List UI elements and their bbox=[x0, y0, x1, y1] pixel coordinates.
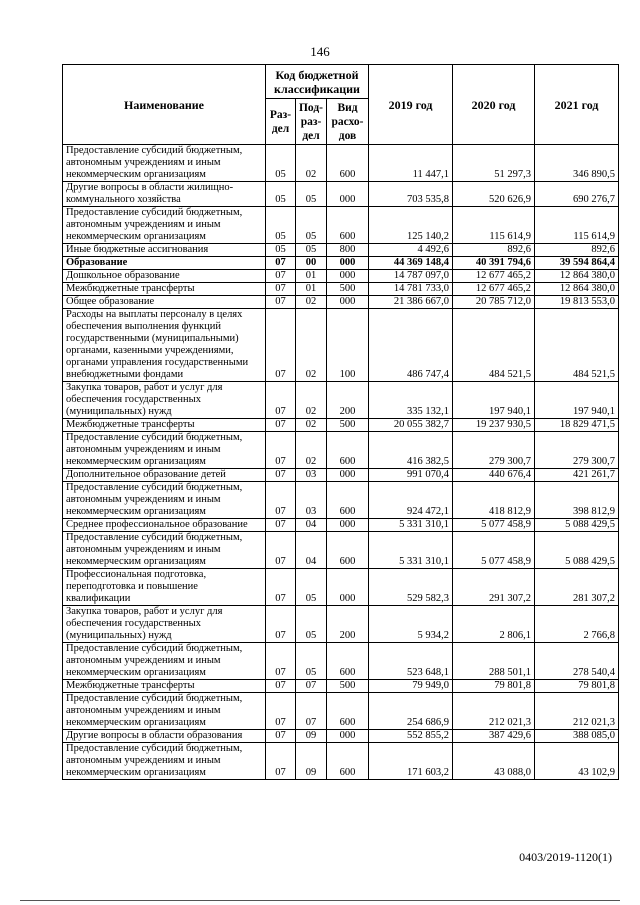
cell-2020: 12 677 465,2 bbox=[453, 283, 535, 296]
cell-section: 07 bbox=[266, 469, 296, 482]
cell-2020: 79 801,8 bbox=[453, 680, 535, 693]
cell-name: Предоставление субсидий бюджетным, автономным учреждениям и иным некоммерческим организациям bbox=[63, 693, 266, 730]
cell-2021: 5 088 429,5 bbox=[535, 519, 619, 532]
cell-2020: 892,6 bbox=[453, 244, 535, 257]
cell-2020: 197 940,1 bbox=[453, 382, 535, 419]
cell-name: Предоставление субсидий бюджетным, автономным учреждениям и иным некоммерческим организациям bbox=[63, 432, 266, 469]
table-row bbox=[63, 257, 619, 270]
cell-2019: 14 787 097,0 bbox=[369, 270, 453, 283]
cell-subsection: 02 bbox=[296, 296, 327, 309]
table-row bbox=[63, 244, 619, 257]
table-row bbox=[63, 569, 619, 606]
cell-section: 07 bbox=[266, 519, 296, 532]
cell-2020: 288 501,1 bbox=[453, 643, 535, 680]
cell-expense-type: 600 bbox=[327, 432, 369, 469]
cell-expense-type: 600 bbox=[327, 482, 369, 519]
table-row bbox=[63, 680, 619, 693]
cell-expense-type: 600 bbox=[327, 532, 369, 569]
cell-section: 07 bbox=[266, 680, 296, 693]
cell-name: Предоставление субсидий бюджетным, автономным учреждениям и иным некоммерческим организациям bbox=[63, 532, 266, 569]
cell-section: 07 bbox=[266, 606, 296, 643]
cell-2021: 398 812,9 bbox=[535, 482, 619, 519]
table-row bbox=[63, 606, 619, 643]
cell-expense-type: 000 bbox=[327, 569, 369, 606]
cell-2021: 79 801,8 bbox=[535, 680, 619, 693]
cell-2020: 43 088,0 bbox=[453, 743, 535, 780]
cell-2019: 125 140,2 bbox=[369, 207, 453, 244]
page-bottom-rule bbox=[20, 900, 620, 901]
cell-2020: 5 077 458,9 bbox=[453, 519, 535, 532]
cell-2021: 5 088 429,5 bbox=[535, 532, 619, 569]
cell-subsection: 07 bbox=[296, 680, 327, 693]
cell-subsection: 04 bbox=[296, 519, 327, 532]
cell-name: Дополнительное образование детей bbox=[63, 469, 266, 482]
cell-2021: 278 540,4 bbox=[535, 643, 619, 680]
table-row bbox=[63, 743, 619, 780]
cell-section: 07 bbox=[266, 270, 296, 283]
table-row bbox=[63, 519, 619, 532]
cell-2021: 12 864 380,0 bbox=[535, 283, 619, 296]
cell-2020: 2 806,1 bbox=[453, 606, 535, 643]
cell-name: Дошкольное образование bbox=[63, 270, 266, 283]
cell-2021: 43 102,9 bbox=[535, 743, 619, 780]
budget-table bbox=[62, 64, 619, 780]
cell-expense-type: 000 bbox=[327, 257, 369, 270]
cell-expense-type: 500 bbox=[327, 283, 369, 296]
cell-section: 05 bbox=[266, 182, 296, 207]
cell-expense-type: 600 bbox=[327, 207, 369, 244]
cell-expense-type: 100 bbox=[327, 309, 369, 382]
cell-subsection: 09 bbox=[296, 743, 327, 780]
cell-subsection: 02 bbox=[296, 145, 327, 182]
table-row bbox=[63, 469, 619, 482]
header-subsection: Под-раз-дел bbox=[296, 99, 327, 145]
cell-2021: 19 813 553,0 bbox=[535, 296, 619, 309]
cell-subsection: 05 bbox=[296, 643, 327, 680]
cell-2019: 11 447,1 bbox=[369, 145, 453, 182]
cell-2021: 281 307,2 bbox=[535, 569, 619, 606]
cell-2021: 421 261,7 bbox=[535, 469, 619, 482]
cell-subsection: 05 bbox=[296, 569, 327, 606]
cell-section: 07 bbox=[266, 432, 296, 469]
cell-expense-type: 500 bbox=[327, 419, 369, 432]
table-row bbox=[63, 207, 619, 244]
cell-2020: 40 391 794,6 bbox=[453, 257, 535, 270]
cell-name: Предоставление субсидий бюджетным, автономным учреждениям и иным некоммерческим организациям bbox=[63, 145, 266, 182]
cell-name: Предоставление субсидий бюджетным, автономным учреждениям и иным некоммерческим организациям bbox=[63, 743, 266, 780]
cell-2021: 892,6 bbox=[535, 244, 619, 257]
header-2021: 2021 год bbox=[535, 65, 619, 145]
cell-2020: 291 307,2 bbox=[453, 569, 535, 606]
cell-section: 05 bbox=[266, 207, 296, 244]
cell-name: Образование bbox=[63, 257, 266, 270]
cell-2019: 416 382,5 bbox=[369, 432, 453, 469]
cell-2020: 51 297,3 bbox=[453, 145, 535, 182]
cell-section: 07 bbox=[266, 309, 296, 382]
cell-section: 07 bbox=[266, 693, 296, 730]
cell-section: 07 bbox=[266, 532, 296, 569]
cell-expense-type: 600 bbox=[327, 743, 369, 780]
cell-2020: 440 676,4 bbox=[453, 469, 535, 482]
table-row bbox=[63, 730, 619, 743]
cell-2020: 12 677 465,2 bbox=[453, 270, 535, 283]
cell-name: Предоставление субсидий бюджетным, автономным учреждениям и иным некоммерческим организациям bbox=[63, 207, 266, 244]
cell-2021: 388 085,0 bbox=[535, 730, 619, 743]
cell-section: 07 bbox=[266, 283, 296, 296]
cell-expense-type: 600 bbox=[327, 693, 369, 730]
cell-expense-type: 000 bbox=[327, 730, 369, 743]
page-number: 146 bbox=[310, 44, 330, 59]
table-row bbox=[63, 432, 619, 469]
header-2020: 2020 год bbox=[453, 65, 535, 145]
cell-2019: 5 331 310,1 bbox=[369, 519, 453, 532]
table-body bbox=[63, 145, 619, 780]
cell-2021: 2 766,8 bbox=[535, 606, 619, 643]
cell-expense-type: 000 bbox=[327, 519, 369, 532]
header-code-group: Код бюджетной классификации bbox=[266, 65, 369, 99]
cell-subsection: 02 bbox=[296, 432, 327, 469]
cell-name: Предоставление субсидий бюджетным, автономным учреждениям и иным некоммерческим организациям bbox=[63, 643, 266, 680]
cell-2021: 484 521,5 bbox=[535, 309, 619, 382]
cell-expense-type: 200 bbox=[327, 382, 369, 419]
cell-2020: 387 429,6 bbox=[453, 730, 535, 743]
cell-2021: 39 594 864,4 bbox=[535, 257, 619, 270]
table-row bbox=[63, 182, 619, 207]
cell-2021: 690 276,7 bbox=[535, 182, 619, 207]
cell-2019: 254 686,9 bbox=[369, 693, 453, 730]
cell-section: 07 bbox=[266, 257, 296, 270]
table-row bbox=[63, 382, 619, 419]
cell-2019: 20 055 382,7 bbox=[369, 419, 453, 432]
table-row bbox=[63, 283, 619, 296]
cell-section: 07 bbox=[266, 730, 296, 743]
cell-section: 07 bbox=[266, 743, 296, 780]
cell-name: Другие вопросы в области жилищно-коммунального хозяйства bbox=[63, 182, 266, 207]
cell-name: Предоставление субсидий бюджетным, автономным учреждениям и иным некоммерческим организациям bbox=[63, 482, 266, 519]
table-row bbox=[63, 643, 619, 680]
cell-2019: 79 949,0 bbox=[369, 680, 453, 693]
header-name: Наименование bbox=[63, 65, 266, 145]
cell-section: 05 bbox=[266, 244, 296, 257]
table-row bbox=[63, 309, 619, 382]
cell-subsection: 01 bbox=[296, 283, 327, 296]
cell-2020: 418 812,9 bbox=[453, 482, 535, 519]
table-row bbox=[63, 419, 619, 432]
document-code: 0403/2019-1120(1) bbox=[519, 850, 612, 864]
cell-2021: 197 940,1 bbox=[535, 382, 619, 419]
cell-section: 07 bbox=[266, 296, 296, 309]
cell-expense-type: 500 bbox=[327, 680, 369, 693]
cell-2019: 486 747,4 bbox=[369, 309, 453, 382]
cell-name: Межбюджетные трансферты bbox=[63, 419, 266, 432]
table-row bbox=[63, 270, 619, 283]
cell-2021: 12 864 380,0 bbox=[535, 270, 619, 283]
cell-2019: 529 582,3 bbox=[369, 569, 453, 606]
cell-2019: 703 535,8 bbox=[369, 182, 453, 207]
cell-subsection: 03 bbox=[296, 469, 327, 482]
cell-subsection: 05 bbox=[296, 182, 327, 207]
cell-section: 07 bbox=[266, 482, 296, 519]
cell-2021: 18 829 471,5 bbox=[535, 419, 619, 432]
cell-section: 07 bbox=[266, 569, 296, 606]
cell-subsection: 05 bbox=[296, 207, 327, 244]
cell-2019: 4 492,6 bbox=[369, 244, 453, 257]
cell-subsection: 02 bbox=[296, 419, 327, 432]
cell-2020: 279 300,7 bbox=[453, 432, 535, 469]
table-row bbox=[63, 532, 619, 569]
cell-2019: 991 070,4 bbox=[369, 469, 453, 482]
cell-2020: 484 521,5 bbox=[453, 309, 535, 382]
cell-subsection: 03 bbox=[296, 482, 327, 519]
cell-2021: 212 021,3 bbox=[535, 693, 619, 730]
header-2019: 2019 год bbox=[369, 65, 453, 145]
cell-2021: 346 890,5 bbox=[535, 145, 619, 182]
cell-subsection: 00 bbox=[296, 257, 327, 270]
cell-expense-type: 600 bbox=[327, 145, 369, 182]
cell-subsection: 02 bbox=[296, 382, 327, 419]
header-expense-type: Вид расхо-дов bbox=[327, 99, 369, 145]
cell-2019: 335 132,1 bbox=[369, 382, 453, 419]
cell-subsection: 07 bbox=[296, 693, 327, 730]
cell-name: Профессиональная подготовка, переподготовка и повышение квалификации bbox=[63, 569, 266, 606]
cell-2019: 44 369 148,4 bbox=[369, 257, 453, 270]
cell-name: Расходы на выплаты персоналу в целях обеспечения выполнения функций государственными (муниципальными) органами, казенными учреждениями, органами управления государственными внебюджетными фондами bbox=[63, 309, 266, 382]
cell-name: Общее образование bbox=[63, 296, 266, 309]
cell-2019: 924 472,1 bbox=[369, 482, 453, 519]
cell-2019: 14 781 733,0 bbox=[369, 283, 453, 296]
header-section: Раз-дел bbox=[266, 99, 296, 145]
cell-2020: 19 237 930,5 bbox=[453, 419, 535, 432]
cell-2019: 21 386 667,0 bbox=[369, 296, 453, 309]
cell-expense-type: 000 bbox=[327, 296, 369, 309]
cell-section: 05 bbox=[266, 145, 296, 182]
cell-2020: 115 614,9 bbox=[453, 207, 535, 244]
cell-2019: 552 855,2 bbox=[369, 730, 453, 743]
cell-name: Закупка товаров, работ и услуг для обеспечения государственных (муниципальных) нужд bbox=[63, 606, 266, 643]
table-row bbox=[63, 482, 619, 519]
cell-2021: 115 614,9 bbox=[535, 207, 619, 244]
cell-2020: 5 077 458,9 bbox=[453, 532, 535, 569]
cell-subsection: 09 bbox=[296, 730, 327, 743]
table-row bbox=[63, 145, 619, 182]
cell-expense-type: 000 bbox=[327, 469, 369, 482]
cell-2020: 20 785 712,0 bbox=[453, 296, 535, 309]
cell-2021: 279 300,7 bbox=[535, 432, 619, 469]
cell-subsection: 01 bbox=[296, 270, 327, 283]
cell-expense-type: 800 bbox=[327, 244, 369, 257]
cell-expense-type: 000 bbox=[327, 270, 369, 283]
cell-subsection: 05 bbox=[296, 244, 327, 257]
cell-2020: 520 626,9 bbox=[453, 182, 535, 207]
cell-section: 07 bbox=[266, 382, 296, 419]
cell-name: Межбюджетные трансферты bbox=[63, 283, 266, 296]
cell-2019: 523 648,1 bbox=[369, 643, 453, 680]
cell-2019: 171 603,2 bbox=[369, 743, 453, 780]
cell-section: 07 bbox=[266, 419, 296, 432]
cell-subsection: 05 bbox=[296, 606, 327, 643]
cell-expense-type: 000 bbox=[327, 182, 369, 207]
cell-name: Среднее профессиональное образование bbox=[63, 519, 266, 532]
cell-name: Другие вопросы в области образования bbox=[63, 730, 266, 743]
cell-subsection: 04 bbox=[296, 532, 327, 569]
cell-name: Закупка товаров, работ и услуг для обеспечения государственных (муниципальных) нужд bbox=[63, 382, 266, 419]
cell-2019: 5 934,2 bbox=[369, 606, 453, 643]
cell-subsection: 02 bbox=[296, 309, 327, 382]
cell-name: Межбюджетные трансферты bbox=[63, 680, 266, 693]
table-row bbox=[63, 693, 619, 730]
cell-2019: 5 331 310,1 bbox=[369, 532, 453, 569]
cell-section: 07 bbox=[266, 643, 296, 680]
cell-2020: 212 021,3 bbox=[453, 693, 535, 730]
cell-name: Иные бюджетные ассигнования bbox=[63, 244, 266, 257]
cell-expense-type: 200 bbox=[327, 606, 369, 643]
cell-expense-type: 600 bbox=[327, 643, 369, 680]
table-row bbox=[63, 296, 619, 309]
